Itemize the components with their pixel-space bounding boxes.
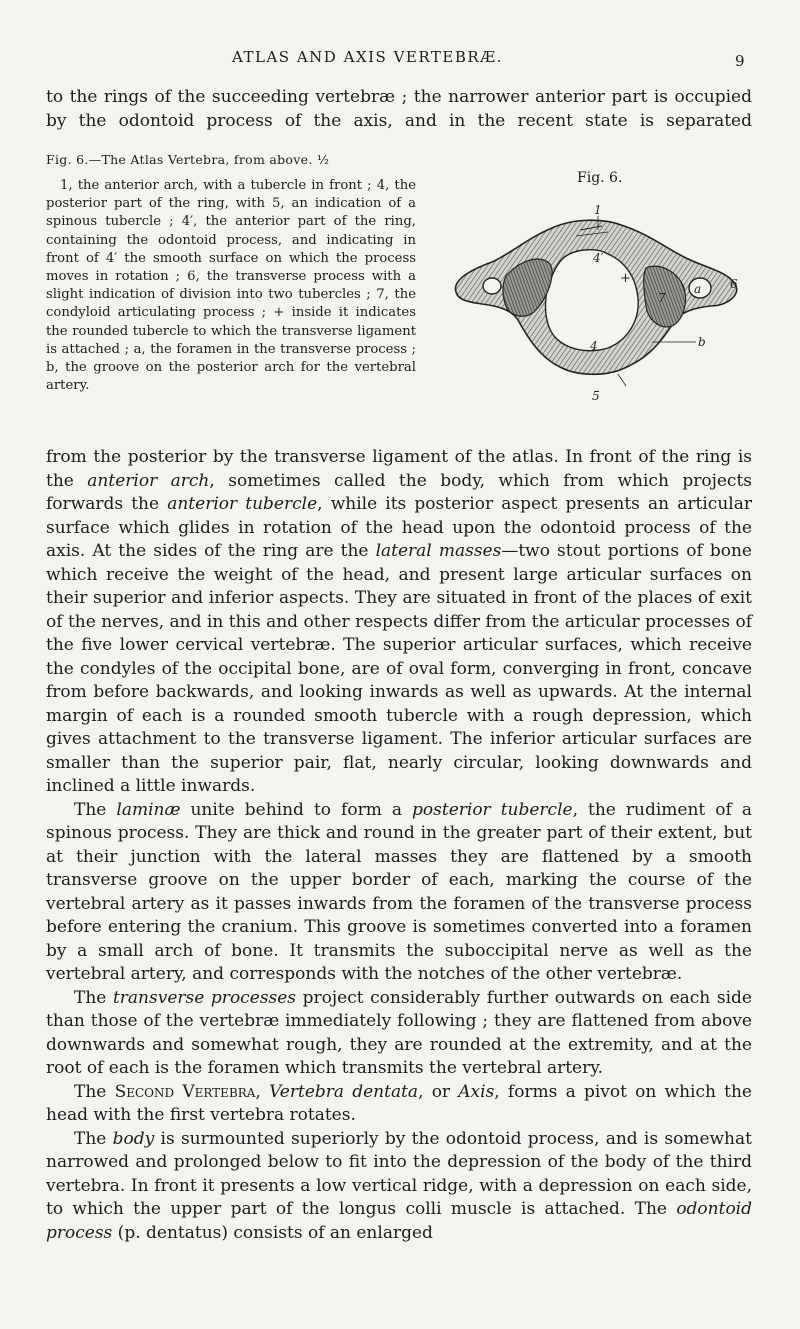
figure-mark-5: 5 xyxy=(592,389,600,403)
figure-label: Fig. 6. xyxy=(577,170,623,186)
figure-caption-title: Fig. 6.—The Atlas Vertebra, from above. ½ xyxy=(46,152,330,167)
paragraph-transverse-processes: The transverse processes project considerably further outwards on each side than those of the vertebræ immediately following ; they are flattened from above downwards and somewhat rough, they are rounded at the extremity, and at the root of each is the foramen which transmits the vertebral artery. xyxy=(46,987,752,1078)
figure-mark-7: 7 xyxy=(658,291,666,305)
figure-mark-4: 4 xyxy=(590,339,598,353)
figure-caption-body: 1, the anterior arch, with a tubercle in front ; 4, the posterior part of the ring, with 5, an indication of a spinous tubercle ; 4′, the anterior part of the ring, containing the odontoid process, and indicating in front of 4′ the smooth surface on which the process moves in rotation ; 6, the transverse process with a slight indication of division into two tubercles ; 7, the condyloid articulating process ; + inside it indicates the rounded tubercle to which the transverse ligament is attached ; a, the foramen in the transverse process ; b, the groove on the posterior arch for the vertebral artery. xyxy=(46,178,416,394)
figure-caption xyxy=(46,152,416,395)
left-transverse-foramen xyxy=(483,278,501,294)
paragraph-second-vertebra: The Second Vertebra, Vertebra dentata, or Axis, forms a pivot on which the head with the first vertebra rotates. xyxy=(46,1081,752,1125)
paragraph-atlas-ring: from the posterior by the transverse ligament of the atlas. In front of the ring is the anterior arch, sometimes called the body, which from which projects forwards the anterior tubercle, while its posterior aspect presents an articular surface which glides in rotation of the head upon the odontoid process of the axis. At the sides of the ring are the lateral masses—two stout portions of bone which receive the weight of the head, and present large articular surfaces on their superior and inferior aspects. They are situated in front of the places of exit of the nerves, and in this and other respects differ from the articular processes of the five lower cervical vertebræ. The superior articular surfaces, which receive the condyles of the occipital bone, are of oval form, converging in front, concave from before backwards, and looking inwards as well as upwards. At the internal margin of each is a rounded smooth tubercle with a rough depression, which gives attachment to the transverse ligament. The inferior articular surfaces are smaller than the superior pair, flat, nearly circular, looking downwards and inclined a little inwards. xyxy=(46,447,753,796)
running-title: ATLAS AND AXIS VERTEBRÆ. xyxy=(232,48,503,66)
figure-mark-a: a xyxy=(694,282,702,296)
page-number: 9 xyxy=(735,52,745,70)
figure-mark-plus: + xyxy=(620,271,631,286)
running-header xyxy=(0,44,800,74)
main-text xyxy=(46,446,752,1245)
intro-text: to the rings of the succeeding vertebræ ; the narrower anterior part is occupied by the odontoid process of the axis, and in the recent state is separated xyxy=(46,87,752,131)
paragraph-laminae: The laminæ unite behind to form a posterior tubercle, the rudiment of a spinous process. They are thick and round in the greater part of their extent, but at their junction with the lateral masses they are flattened by a smooth transverse groove on the upper border of each, marking the course of the vertebral artery as it passes inwards from the foramen of the transverse process before entering the cranium. This groove is sometimes converted into a foramen by a small arch of bone. It transmits the suboccipital nerve as well as the vertebral artery, and corresponds with the notches of the other vertebræ. xyxy=(46,799,752,984)
intro-paragraph xyxy=(46,86,752,133)
atlas-vertebra-illustration xyxy=(448,196,748,406)
figure-mark-1: 1 xyxy=(594,203,602,217)
paragraph-body-axis: The body is surmounted superiorly by the odontoid process, and is somewhat narrowed and prolonged below to fit into the depression of the body of the third vertebra. In front it presents a low vertical ridge, with a depression on each side, to which the upper part of the longus colli muscle is attached. The odontoid process (p. dentatus) consists of an enlarged xyxy=(46,1128,752,1243)
figure-mark-6: 6 xyxy=(730,277,738,291)
figure-mark-4-prime: 4′ xyxy=(593,251,604,265)
figure-mark-b: b xyxy=(698,335,706,349)
vertebral-foramen xyxy=(546,250,639,351)
